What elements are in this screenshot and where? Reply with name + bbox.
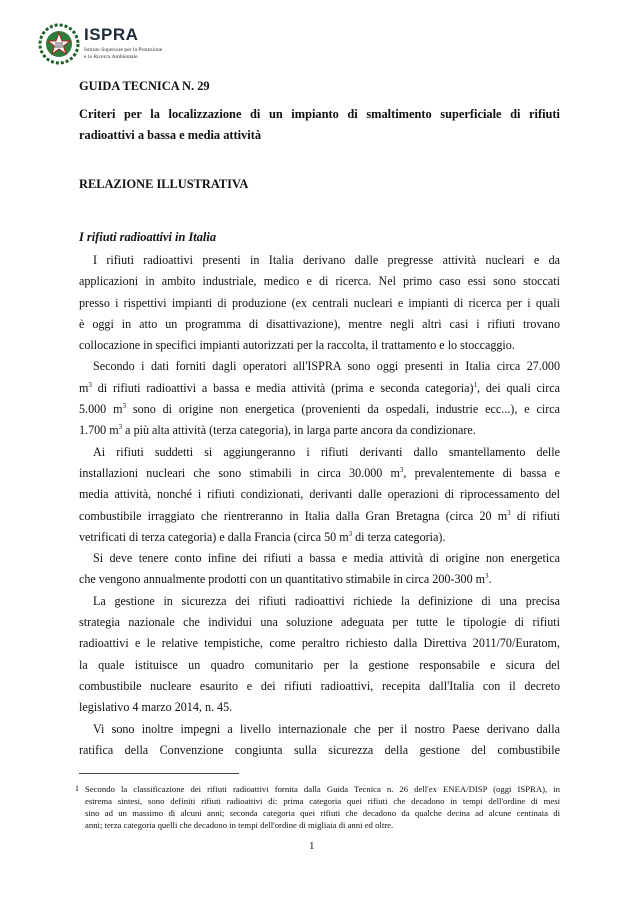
paragraph: I rifiuti radioattivi presenti in Italia derivano dalle pregresse attività nucleari e da applicazioni in ambito industriale, medico e di ricerca. Nel primo caso essi sono stoccati presso i rispettivi impianti di produzione (ex centrali nucleari e impianti di ricerca per i quali è oggi in atto un programma di disattivazione), mentre negli altri casi i rifiuti trovano collocazione in specifici impianti autorizzati per la raccolta, il trattamento e lo stoccaggio. xyxy=(79,253,560,353)
logo-subtitle: Istituto Superiore per la Protezione e la Ricerca Ambientale xyxy=(84,47,163,60)
document-title: Criteri per la localizzazione di un impianto di smaltimento superficiale di rifiuti radioattivi a bassa e media attività xyxy=(79,107,560,142)
paragraph: Vi sono inoltre impegni a livello internazionale che per il nostro Paese derivano dalla ratifica della Convenzione congiunta sulla sicurezza della gestione del combustibile xyxy=(79,721,560,757)
body-text xyxy=(79,250,560,761)
paragraph: Secondo i dati forniti dagli operatori all'ISPRA sono oggi presenti in Italia circa 27.000 $m^3$ di rifiuti radioattivi a bassa e media attività (prima e seconda categoria)$^1$, dei quali circa 5.000 $m^3$ sono di origine non energetica (provenienti da ospedali, industrie ecc...), e circa 1.700 $m^3$ a più alta attività (terza categoria), in larga parte ancora da condizionare. xyxy=(79,359,561,438)
paragraph: La gestione in sicurezza dei rifiuti radioattivi richiede la definizione di una precisa strategia nazionale che individui una soluzione adeguata per tutte le tipologie di rifiuti radioattivi e le relative tempistiche, come peraltro richiesto dalla Direttiva 2011/70/Euratom, la quale istituisce un quadro comunitario per la gestione responsabile e sicura del combustibile nucleare esaurito e dei rifiuti radioattivi, recepita dall'Italia con il decreto legislativo 4 marzo 2014, n. 45. xyxy=(79,593,560,715)
footnote-divider xyxy=(79,773,239,774)
ispra-logo xyxy=(38,22,188,68)
footnote-ref: 1 xyxy=(473,380,478,389)
page-number: 1 xyxy=(309,840,315,852)
italian-emblem-icon xyxy=(38,22,80,66)
report-heading: RELAZIONE ILLUSTRATIVA xyxy=(79,177,249,191)
footnote: 1 Secondo la classificazione dei rifiuti radioattivi fornita dalla Guida Tecnica n. 26 dell'ex ENEA/DISP (oggi ISPRA), in estrema sintesi, sono definiti rifiuti radioattivi di: prima categoria quei rifiuti che decadono in tempi dell'ordine di mesi sino ad un massimo di alcuni anni; seconda categoria quei rifiuti che decadono da qualche decina ad alcune centinaia di anni; terza categoria quelli che decadono in tempi dell'ordine di migliaia di anni ed oltre. xyxy=(75,784,560,830)
guide-title: GUIDA TECNICA N. 29 xyxy=(79,79,210,93)
logo-name: ISPRA xyxy=(84,25,139,44)
section-heading: I rifiuti radioattivi in Italia xyxy=(79,230,217,244)
footnote-mark: 1 xyxy=(75,784,79,793)
paragraph: Ai rifiuti suddetti si aggiungeranno i rifiuti derivanti dallo smantellamento delle installazioni nucleari che sono stimabili in circa 30.000 $m^3$, prevalentemente di bassa e media attività, nonché i rifiuti condizionati, derivanti dalle operazioni di riprocessamento del combustibile irraggiato che rientreranno in Italia dalla Gran Bretagna (circa 20 $m^3$ di rifiuti vetrificati di terza categoria) e dalla Francia (circa 50 $m^3$ di terza categoria). xyxy=(79,444,561,544)
paragraph: Si deve tenere conto infine dei rifiuti a bassa e media attività di origine non energetica che vengono annualmente prodotti con un quantitativo stimabile in circa 200-300 $m^3$. xyxy=(79,551,560,587)
